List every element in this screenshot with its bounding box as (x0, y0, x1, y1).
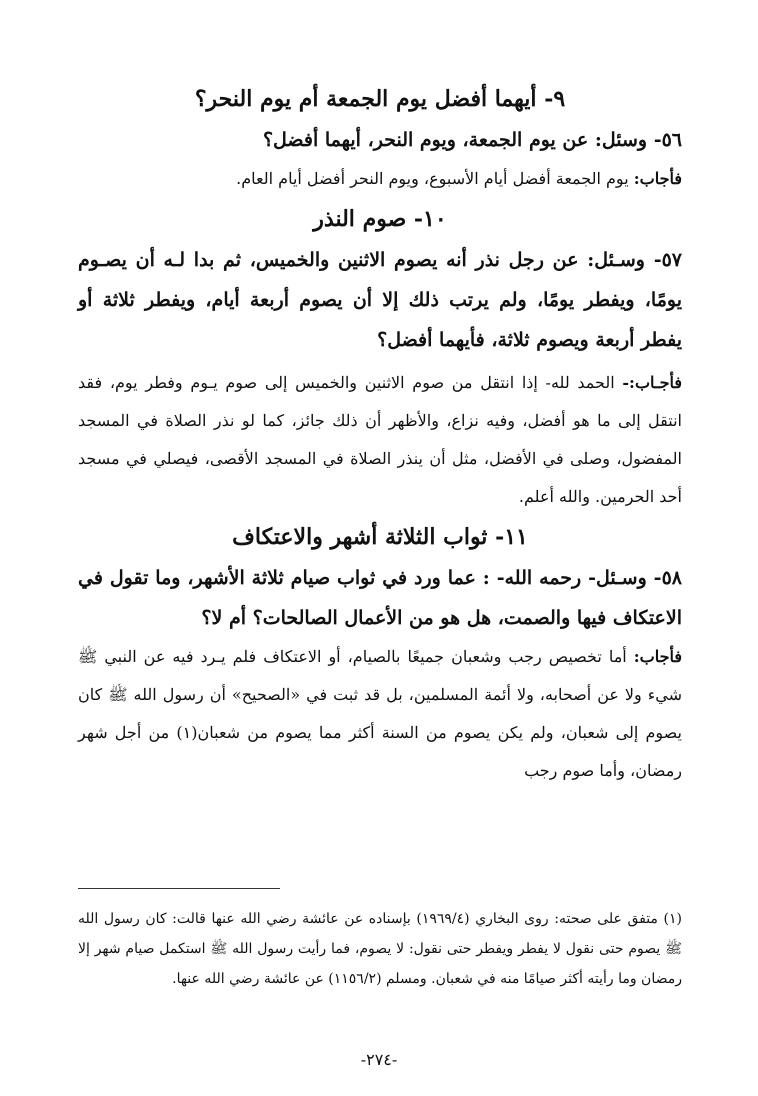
question-58: ٥٨- وسـئل- رحمه الله- : عما ورد في ثواب صيام ثلاثة الأشهر، وما تقول في الاعتكاف فيها والصمت، هل هو من الأعمال الصالحات؟ أم لا؟ (78, 567, 682, 629)
footnote-separator (78, 888, 280, 889)
answer-58 (78, 638, 682, 790)
answer-text: أما تخصيص رجب وشعبان جميعًا بالصيام، أو الاعتكاف فلم يـرد فيه عن النبي ﷺ شيء ولا عن أصحابه، ولا أئمة المسلمين، بل قد ثبت في «الصحيح» أن رسول الله ﷺ كان يصوم إلى شعبان، ولم يكن يصوم من السنة أكثر مما يصوم من شعبان(١) من أجل شهر رمضان، وأما صوم رجب (78, 647, 682, 780)
page-number: -٢٧٤- (360, 1050, 398, 1069)
section-heading-10: ١٠- صوم النذر (313, 206, 447, 232)
answer-label: فأجاب: (633, 169, 682, 188)
answer-text: يوم الجمعة أفضل أيام الأسبوع، ويوم النحر أفضل أيام العام. (236, 169, 634, 188)
answer-text: الحمد لله- إذا انتقل من صوم الاثنين والخميس إلى صوم يـوم وفطر يوم، فقد انتقل إلى ما هو أفضل، وفيه نزاع، والأظهر أن ذلك جائز، كما لو نذر الصلاة في المسجد المفضول، وصلى في الأفضل، مثل أن ينذر الصلاة في المسجد الأقصى، فيصلي في مسجد أحد الحرمين. والله أعلم. (78, 373, 682, 506)
footnote (78, 904, 682, 994)
question-57: ٥٧- وسـئل: عن رجل نذر أنه يصوم الاثنين والخميس، ثم بدا لـه أن يصـوم يومًا، ويفطر يومًا، ولم يرتب ذلك إلا أن يصوم أربعة أيام، ويفطر ثلاثة أو يفطر أربعة ويصوم ثلاثة، فأيهما أفضل؟ (78, 249, 682, 351)
section-heading-9: ٩- أيهما أفضل يوم الجمعة أم يوم النحر؟ (194, 86, 566, 112)
page-body (78, 78, 682, 790)
answer-label: فأجاب: (633, 647, 682, 666)
question-56: ٥٦- وسئل: عن يوم الجمعة، ويوم النحر، أيهما أفضل؟ (262, 129, 682, 151)
answer-57 (78, 364, 682, 516)
answer-56 (78, 160, 682, 198)
answer-label: فأجـاب:- (622, 373, 682, 392)
section-heading-11: ١١- ثواب الثلاثة أشهر والاعتكاف (232, 524, 528, 550)
footnote-text: (١) متفق على صحته: روى البخاري (١٩٦٩/٤) بإسناده عن عائشة رضي الله عنها قالت: كان رسول الله ﷺ يصوم حتى نقول لا يفطر ويفطر حتى نقول: لا يصوم، فما رأيت رسول الله ﷺ استكمل صيام شهر إلا رمضان وما رأيته أكثر صيامًا منه في شعبان. ومسلم (١١٥٦/٢) عن عائشة رضي الله عنها. (78, 911, 682, 987)
